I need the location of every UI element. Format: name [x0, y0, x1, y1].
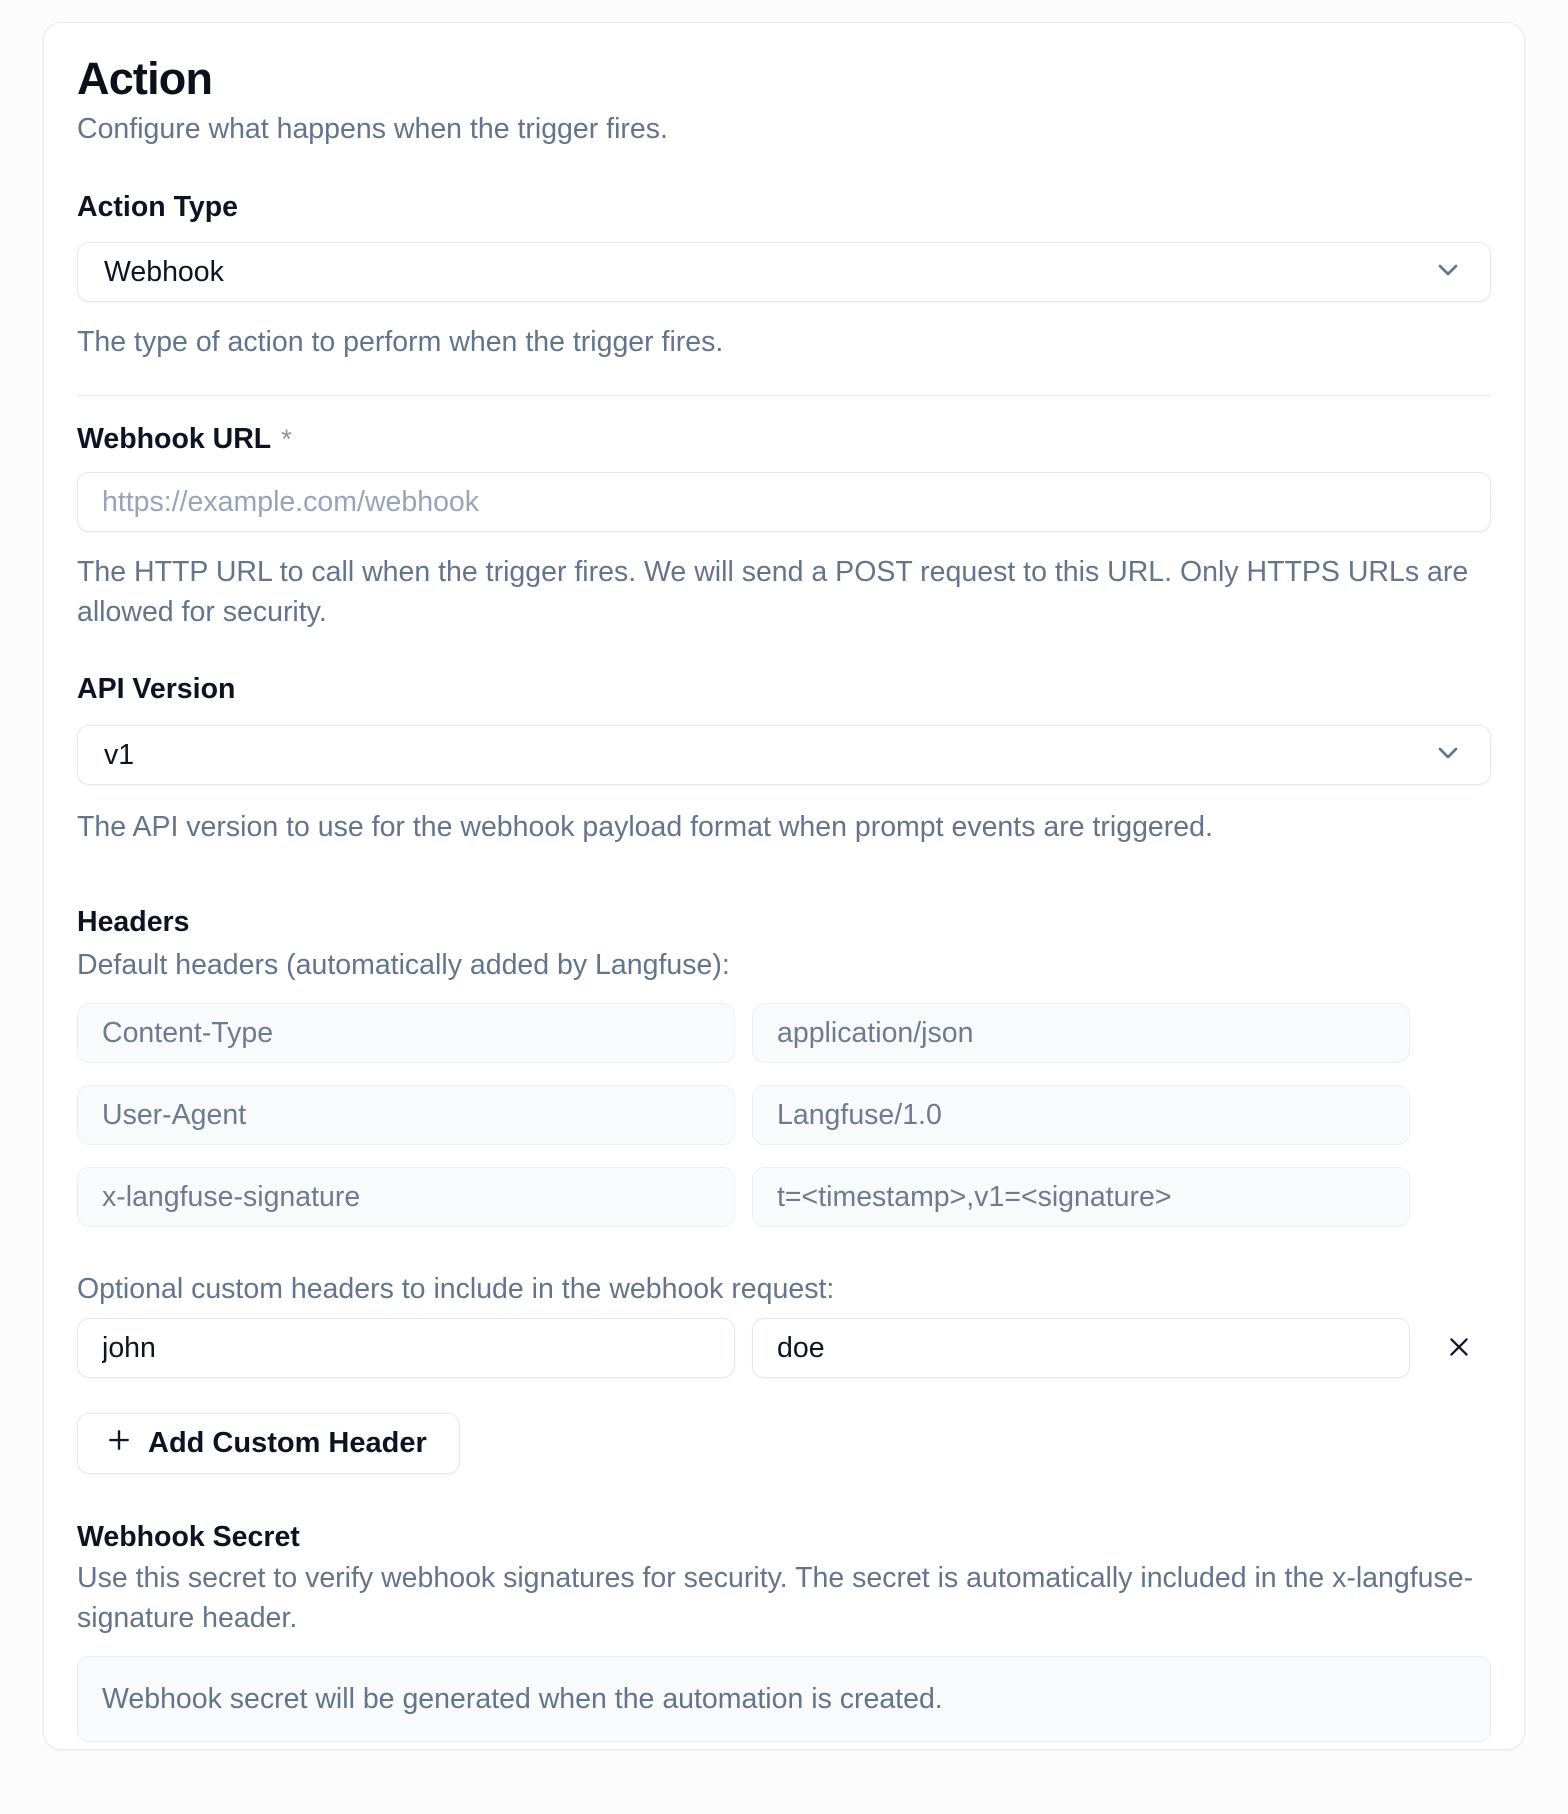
- table-row: [77, 1167, 1491, 1227]
- webhook-url-label-text: Webhook URL: [77, 423, 272, 455]
- remove-custom-header-button[interactable]: [1435, 1324, 1483, 1372]
- default-headers-caption: Default headers (automatically added by Langfuse):: [77, 949, 730, 981]
- chevron-down-icon: [1432, 254, 1464, 291]
- api-version-help: The API version to use for the webhook payload format when prompt events are triggered.: [77, 811, 1213, 843]
- page-subtitle: Configure what happens when the trigger fires.: [77, 113, 668, 145]
- custom-header-key-input[interactable]: [77, 1318, 735, 1378]
- plus-icon: [104, 1425, 134, 1463]
- required-asterisk: *: [281, 424, 292, 454]
- default-header-value-input: [752, 1085, 1410, 1145]
- api-version-select[interactable]: [77, 725, 1491, 785]
- action-type-help: The type of action to perform when the trigger fires.: [77, 326, 724, 358]
- section-divider: [77, 395, 1491, 396]
- action-type-select[interactable]: [77, 242, 1491, 302]
- default-header-key-input: [77, 1003, 735, 1063]
- webhook-url-label: [77, 420, 1491, 458]
- webhook-url-help: The HTTP URL to call when the trigger fires. We will send a POST request to this URL. Only HTTPS URLs are allowed for security.: [77, 556, 1469, 628]
- default-header-key-input: [77, 1167, 735, 1227]
- chevron-down-icon: [1432, 737, 1464, 774]
- add-custom-header-button[interactable]: [77, 1413, 460, 1474]
- default-header-key-input: [77, 1085, 735, 1145]
- default-header-value-input: [752, 1167, 1410, 1227]
- webhook-secret-placeholder-text: Webhook secret will be generated when the automation is created.: [102, 1682, 943, 1715]
- api-version-label: API Version: [77, 673, 236, 705]
- action-type-value: Webhook: [104, 255, 224, 288]
- table-row: [77, 1003, 1491, 1063]
- webhook-secret-help: Use this secret to verify webhook signatures for security. The secret is automatically included in the x-langfuse-signature header.: [77, 1562, 1474, 1634]
- headers-label: Headers: [77, 906, 190, 938]
- custom-header-row: [77, 1318, 1491, 1378]
- page-title: Action: [77, 53, 213, 104]
- custom-header-value-input[interactable]: [752, 1318, 1410, 1378]
- default-header-value-input: [752, 1003, 1410, 1063]
- action-card: [43, 22, 1525, 1750]
- table-row: [77, 1085, 1491, 1145]
- action-type-label: Action Type: [77, 191, 238, 223]
- webhook-secret-label: Webhook Secret: [77, 1521, 300, 1553]
- custom-headers-caption: Optional custom headers to include in the webhook request:: [77, 1273, 835, 1305]
- webhook-secret-placeholder-box: [77, 1656, 1491, 1742]
- close-icon: [1446, 1334, 1472, 1363]
- default-headers-list: [77, 1003, 1491, 1227]
- api-version-value: v1: [104, 738, 135, 771]
- webhook-url-input[interactable]: [77, 472, 1491, 532]
- add-custom-header-label: Add Custom Header: [148, 1427, 427, 1459]
